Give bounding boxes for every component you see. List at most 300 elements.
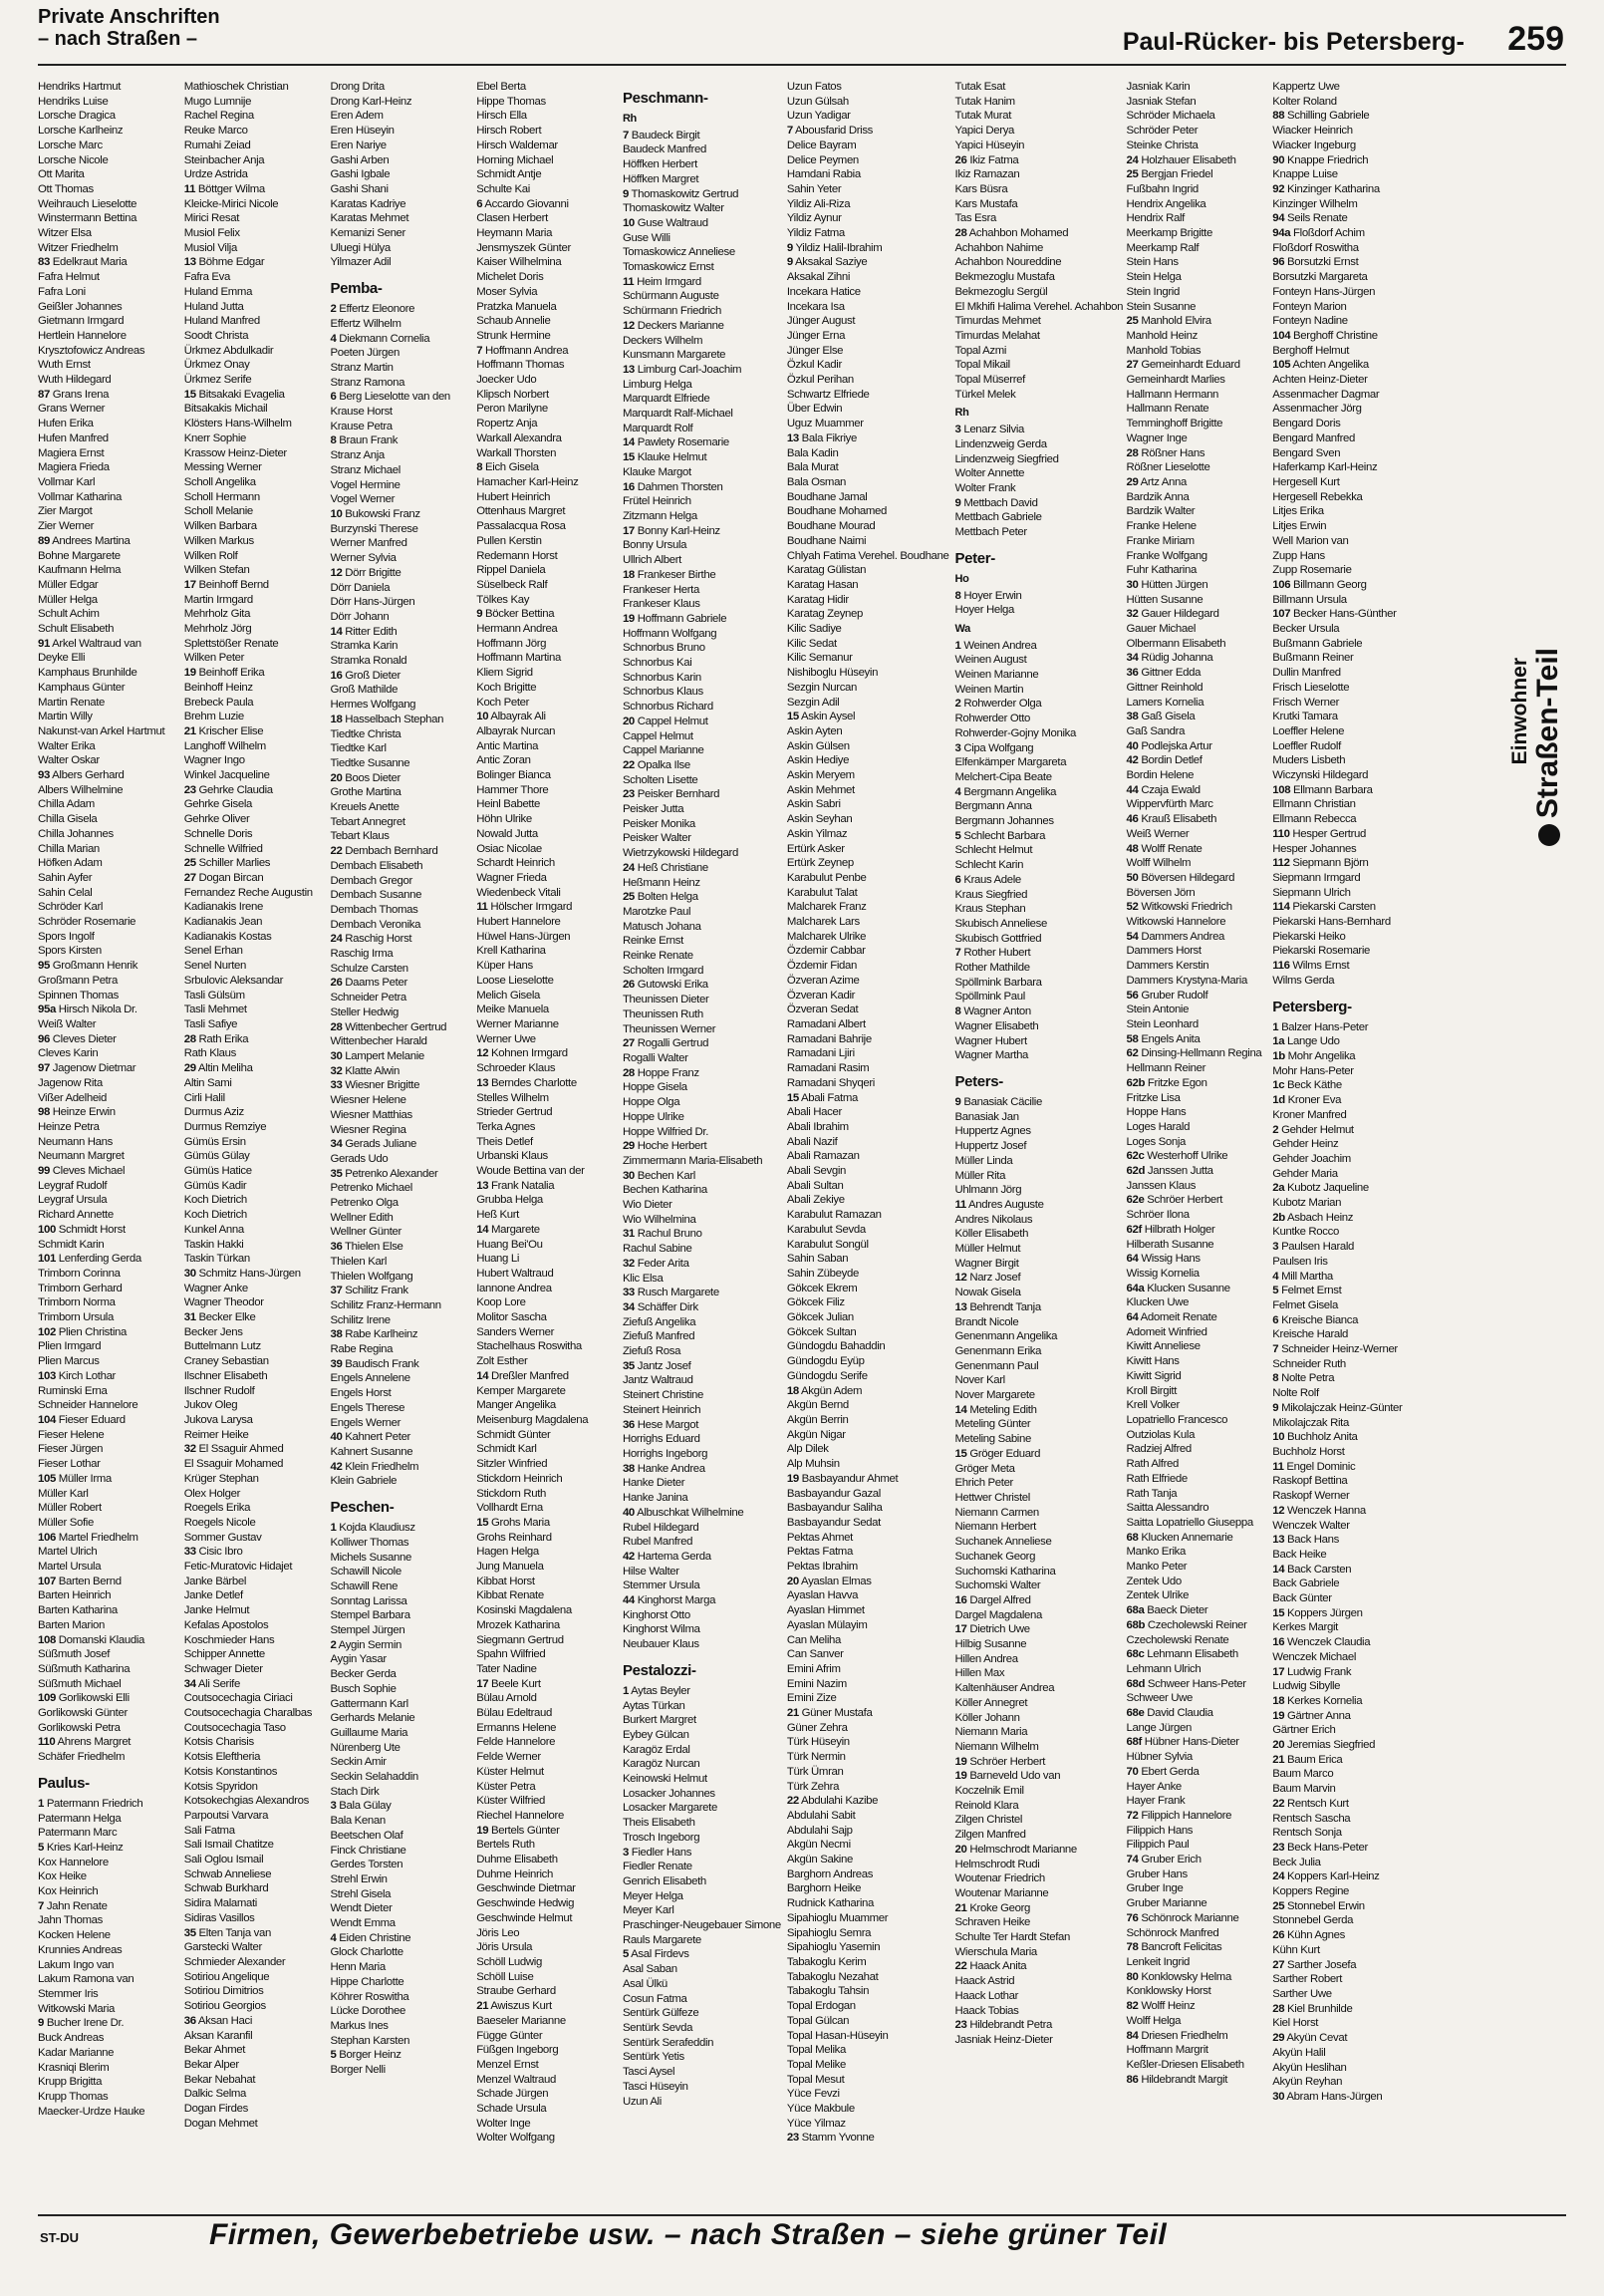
- resident-entry: Piekarski Hans-Bernhard: [1272, 916, 1391, 929]
- resident-entry: Höffken Herbert: [622, 158, 697, 171]
- resident-entry: 4 Mill Martha: [1272, 1270, 1333, 1283]
- resident-entry: Özveran Azime: [786, 974, 860, 987]
- resident-entry: 7 Schneider Heinz-Werner: [1272, 1343, 1398, 1356]
- resident-entry: 6 Accardo Giovanni: [476, 197, 569, 210]
- resident-entry: Musiol Felix: [183, 227, 240, 240]
- resident-entry: Schürmann Friedrich: [622, 305, 722, 318]
- resident-entry: Wolter Inge: [476, 2117, 531, 2130]
- resident-entry: 10 Albayrak Ali: [476, 711, 546, 723]
- resident-entry: Tölkes Kay: [476, 593, 530, 606]
- resident-entry: Stemmer Iris: [38, 1988, 99, 2000]
- house-number: 13: [183, 256, 196, 269]
- resident-entry: Zupp Rosemarie: [1272, 564, 1352, 577]
- street-heading: Peschmann-: [622, 90, 708, 107]
- resident-entry: 12 Kohnen Irmgard: [476, 1047, 568, 1060]
- resident-entry: Ott Thomas: [38, 182, 94, 195]
- resident-entry: Wiesner Regina: [330, 1123, 406, 1136]
- section-title-line1: Private Anschriften: [38, 6, 220, 28]
- resident-entry: Maecker-Urdze Hauke: [38, 2105, 145, 2118]
- resident-entry: 98 Heinze Erwin: [38, 1106, 116, 1119]
- resident-entry: Lamers Kornelia: [1126, 696, 1204, 709]
- house-number: 112: [1272, 857, 1290, 870]
- resident-entry: Asal Ülkü: [622, 1977, 668, 1990]
- resident-entry: 7 Hoffmann Andrea: [476, 344, 569, 357]
- resident-entry: 68d Schweer Hans-Peter: [1126, 1677, 1246, 1690]
- house-number: 36: [1126, 667, 1139, 680]
- house-number: 17: [622, 524, 635, 537]
- resident-entry: Cosun Fatma: [622, 1992, 687, 2005]
- house-number: 14: [476, 1369, 489, 1382]
- resident-entry: Scholl Melanie: [183, 505, 253, 518]
- resident-entry: Tasci Aysel: [622, 2066, 675, 2079]
- house-number: 12: [330, 566, 343, 579]
- resident-entry: Kemanizi Sener: [330, 227, 405, 240]
- resident-entry: Gruber Hans: [1126, 1867, 1188, 1880]
- resident-entry: Mikolajczak Rita: [1272, 1416, 1349, 1429]
- house-number: 11: [954, 1198, 966, 1211]
- resident-entry: Stein Ingrid: [1126, 285, 1180, 298]
- resident-entry: 11 Böttger Wilma: [183, 182, 265, 195]
- resident-entry: Müller Edgar: [38, 578, 99, 591]
- house-number: 3: [622, 1846, 629, 1859]
- resident-entry: Türk Nermin: [786, 1751, 846, 1764]
- resident-entry: 30 Abram Hans-Jürgen: [1272, 2090, 1383, 2103]
- resident-entry: Terka Agnes: [476, 1120, 536, 1133]
- house-number: 82: [1126, 2000, 1139, 2013]
- house-number: 13: [1272, 1534, 1285, 1547]
- resident-entry: Dembach Elisabeth: [330, 859, 423, 872]
- resident-entry: Schröder Peter: [1126, 125, 1199, 138]
- house-number: 2a: [1272, 1182, 1285, 1195]
- resident-entry: Koczelnik Emil: [954, 1785, 1024, 1798]
- resident-entry: Hergesell Rebekka: [1272, 490, 1363, 503]
- resident-entry: Gashi Igbale: [330, 168, 391, 181]
- section-tab-big-label: Straßen-Teil: [1531, 648, 1564, 819]
- resident-entry: Buttelmann Lutz: [183, 1340, 261, 1353]
- resident-entry: Yildiz Ali-Riza: [786, 197, 851, 210]
- house-number: 3: [954, 741, 961, 754]
- resident-entry: 94a Floßdorf Achim: [1272, 227, 1365, 240]
- resident-entry: 25 Manhold Elvira: [1126, 315, 1211, 328]
- resident-entry: 95 Großmann Henrik: [38, 960, 138, 973]
- resident-entry: Bala Murat: [786, 461, 839, 474]
- resident-entry: 13 Back Hans: [1272, 1534, 1339, 1547]
- resident-entry: Hoppe Ulrike: [622, 1110, 684, 1123]
- resident-entry: Woutenar Friedrich: [954, 1872, 1045, 1885]
- house-number: 6: [1272, 1313, 1279, 1326]
- resident-entry: Vollmar Karl: [38, 475, 96, 488]
- resident-entry: Bußmann Gabriele: [1272, 637, 1363, 650]
- resident-entry: 109 Gorlikowski Elli: [38, 1692, 130, 1705]
- resident-entry: Fernandez Reche Augustin: [183, 886, 313, 899]
- resident-entry: Bertels Ruth: [476, 1839, 535, 1852]
- resident-entry: Bala Kadin: [786, 446, 839, 459]
- resident-entry: Kiwitt Sigrid: [1126, 1369, 1182, 1382]
- resident-entry: Schulze Carsten: [330, 962, 408, 975]
- resident-entry: 108 Ellmann Barbara: [1272, 783, 1373, 796]
- resident-entry: Kibbat Horst: [476, 1575, 535, 1587]
- resident-entry: Schawill Nicole: [330, 1566, 401, 1578]
- resident-entry: Schilitz Franz-Hermann: [330, 1298, 441, 1311]
- resident-entry: Menzel Ernst: [476, 2058, 539, 2071]
- resident-entry: 62c Westerhoff Ulrike: [1126, 1150, 1228, 1163]
- resident-entry: Hagen Helga: [476, 1546, 539, 1559]
- resident-entry: Abali Nazif: [786, 1135, 838, 1148]
- resident-entry: Ramadani Ljiri: [786, 1047, 855, 1060]
- house-number: 9: [38, 2017, 44, 2030]
- resident-entry: 21 Awiszus Kurt: [476, 2000, 552, 2013]
- resident-entry: Walter Oskar: [38, 754, 100, 767]
- resident-entry: Neumann Hans: [38, 1135, 113, 1148]
- resident-entry: Senel Nurten: [183, 960, 247, 973]
- resident-entry: 29 Artz Anna: [1126, 475, 1187, 488]
- resident-entry: Alp Dilek: [786, 1443, 829, 1456]
- resident-entry: 4 Diekmann Cornelia: [330, 332, 430, 345]
- resident-entry: Coutsocechagia Ciriaci: [183, 1692, 293, 1705]
- resident-entry: Wierschula Maria: [954, 1945, 1037, 1958]
- resident-entry: 14 Meteling Edith: [954, 1403, 1037, 1416]
- resident-entry: Buck Andreas: [38, 2032, 105, 2045]
- resident-entry: Riechel Hannelore: [476, 1809, 564, 1822]
- resident-entry: Weiß Werner: [1126, 827, 1190, 840]
- resident-entry: 68c Lehmann Elisabeth: [1126, 1648, 1238, 1661]
- resident-entry: Hilse Walter: [622, 1565, 679, 1578]
- resident-entry: Theis Elisabeth: [622, 1817, 695, 1830]
- resident-entry: Köller Johann: [954, 1711, 1020, 1724]
- house-number: 19: [476, 1824, 489, 1837]
- resident-entry: 97 Jagenow Dietmar: [38, 1062, 136, 1075]
- street-heading: Peschen-: [330, 1499, 395, 1517]
- resident-entry: Hallmann Renate: [1126, 403, 1209, 416]
- house-number: 27: [1272, 1958, 1285, 1971]
- resident-entry: 22 Haack Anita: [954, 1960, 1027, 1973]
- resident-entry: Gruber Marianne: [1126, 1897, 1207, 1910]
- resident-entry: Kreuels Anette: [330, 801, 400, 814]
- resident-entry: Stelles Wilhelm: [476, 1091, 549, 1104]
- resident-entry: Baum Marvin: [1272, 1783, 1336, 1796]
- resident-entry: Iannone Andrea: [476, 1282, 552, 1294]
- house-number: 6: [330, 391, 337, 404]
- resident-entry: 2 Rohwerder Olga: [954, 698, 1042, 711]
- resident-entry: Özkul Perihan: [786, 374, 854, 387]
- resident-entry: Askin Yilmaz: [786, 827, 848, 840]
- resident-entry: 35 Petrenko Alexander: [330, 1167, 438, 1180]
- resident-entry: Wittenbecher Harald: [330, 1035, 427, 1048]
- house-number: 62c: [1126, 1150, 1145, 1163]
- resident-entry: 105 Müller Irma: [38, 1472, 112, 1485]
- resident-entry: Urbanski Klaus: [476, 1150, 548, 1163]
- resident-entry: Hermann Andrea: [476, 623, 558, 636]
- resident-entry: 19 Gärtner Anna: [1272, 1709, 1351, 1722]
- resident-entry: Weinen August: [954, 654, 1027, 667]
- house-number: 18: [330, 713, 343, 725]
- resident-entry: Brebeck Paula: [183, 696, 254, 709]
- resident-entry: 19 Hoffmann Gabriele: [622, 612, 727, 625]
- resident-entry: Grubba Helga: [476, 1194, 543, 1207]
- resident-entry: Stranz Michael: [330, 463, 401, 476]
- resident-entry: Vogel Hermine: [330, 478, 401, 491]
- resident-entry: 12 Narz Josef: [954, 1272, 1021, 1285]
- resident-entry: 62f Hilbrath Holger: [1126, 1223, 1215, 1236]
- resident-entry: Jukov Oleg: [183, 1399, 238, 1412]
- resident-entry: Gruber Inge: [1126, 1882, 1184, 1895]
- resident-entry: Süselbeck Ralf: [476, 578, 548, 591]
- resident-entry: Siepmann Ulrich: [1272, 886, 1351, 899]
- house-number: 15: [622, 451, 635, 464]
- resident-entry: 3 Lenarz Silvia: [954, 424, 1024, 436]
- resident-entry: 2b Asbach Heinz: [1272, 1211, 1354, 1224]
- resident-entry: Raskopf Werner: [1272, 1490, 1350, 1503]
- house-number: 1: [1272, 1020, 1279, 1033]
- page-header: [38, 6, 1564, 64]
- resident-entry: Trosch Ingeborg: [622, 1831, 700, 1844]
- house-number: 92: [1272, 182, 1285, 195]
- resident-entry: Malcharek Franz: [786, 901, 867, 914]
- resident-entry: Weiß Walter: [38, 1018, 97, 1030]
- resident-entry: Siegmann Gertrud: [476, 1633, 564, 1646]
- house-number: 21: [954, 1901, 967, 1914]
- resident-entry: 5 Schlecht Barbara: [954, 829, 1046, 842]
- resident-entry: Hufen Manfred: [38, 431, 109, 444]
- resident-entry: Wiczynski Hildegard: [1272, 769, 1369, 782]
- resident-entry: Lorsche Marc: [38, 139, 103, 151]
- resident-entry: Melich Gisela: [476, 989, 541, 1002]
- house-number: 25: [622, 891, 635, 904]
- resident-entry: Martel Ursula: [38, 1561, 102, 1574]
- resident-entry: Süßmuth Katharina: [38, 1662, 131, 1675]
- resident-entry: Wagner Inge: [1126, 431, 1188, 444]
- resident-entry: Yüce Fevzi: [786, 2088, 840, 2101]
- house-number: 68d: [1126, 1677, 1146, 1690]
- resident-entry: Kox Heike: [38, 1870, 87, 1883]
- resident-entry: Hendrix Angelika: [1126, 197, 1206, 210]
- resident-entry: Huland Manfred: [183, 315, 260, 328]
- resident-entry: Nolte Rolf: [1272, 1387, 1319, 1400]
- house-number: 12: [954, 1272, 967, 1285]
- resident-entry: Gröger Meta: [954, 1462, 1015, 1475]
- resident-entry: Chilla Marian: [38, 842, 100, 855]
- resident-entry: Sipahioglu Semra: [786, 1926, 872, 1939]
- house-number: 1: [954, 639, 961, 652]
- resident-entry: Wagner Birgit: [954, 1257, 1019, 1270]
- resident-entry: Schardt Heinrich: [476, 857, 555, 870]
- resident-entry: Albayrak Nurcan: [476, 724, 556, 737]
- resident-entry: 17 Dietrich Uwe: [954, 1623, 1030, 1636]
- resident-entry: Achahbon Noureddine: [954, 256, 1062, 269]
- resident-entry: Olex Holger: [183, 1487, 241, 1500]
- house-number: 18: [1272, 1694, 1285, 1707]
- resident-entry: Ertürk Zeynep: [786, 857, 854, 870]
- resident-entry: Langhoff Wilhelm: [183, 739, 266, 752]
- resident-entry: 24 Heß Christiane: [622, 861, 708, 874]
- resident-entry: Rudnick Katharina: [786, 1897, 874, 1910]
- resident-entry: 28 Kiel Brunhilde: [1272, 2002, 1353, 2015]
- resident-entry: 68a Baeck Dieter: [1126, 1604, 1208, 1617]
- resident-entry: Krause Petra: [330, 420, 393, 432]
- resident-entry: Delice Bayram: [786, 139, 857, 151]
- resident-entry: Tomaskowicz Anneliese: [622, 246, 735, 259]
- resident-entry: Karabulut Penbe: [786, 871, 867, 884]
- resident-entry: Roegels Erika: [183, 1502, 251, 1515]
- resident-entry: Peisker Walter: [622, 832, 691, 845]
- resident-entry: 7 Rother Hubert: [954, 947, 1031, 960]
- resident-entry: Manko Erika: [1126, 1546, 1186, 1559]
- resident-entry: Rentsch Sascha: [1272, 1812, 1351, 1825]
- resident-entry: Achahbon Nahime: [954, 241, 1043, 254]
- resident-entry: Well Marion van: [1272, 534, 1349, 547]
- resident-entry: Fieser Jürgen: [38, 1443, 104, 1456]
- resident-entry: 96 Cleves Dieter: [38, 1032, 117, 1045]
- resident-entry: Meteling Sabine: [954, 1433, 1031, 1446]
- resident-entry: Reuke Marco: [183, 125, 248, 138]
- resident-entry: Suchanek Georg: [954, 1550, 1036, 1563]
- resident-entry: Gerads Udo: [330, 1152, 389, 1165]
- resident-entry: Chlyah Fatima Verehel. Boudhane: [786, 549, 949, 562]
- resident-entry: Topal Erdogan: [786, 2000, 856, 2013]
- house-number: 16: [622, 480, 635, 493]
- resident-entry: Kreische Harald: [1272, 1328, 1349, 1341]
- resident-entry: Gümüs Gülay: [183, 1150, 250, 1163]
- resident-entry: 50 Böversen Hildegard: [1126, 871, 1235, 884]
- resident-entry: Woude Bettina van der: [476, 1165, 585, 1178]
- resident-entry: Gehder Joachim: [1272, 1152, 1351, 1165]
- house-number: 24: [622, 861, 635, 874]
- resident-entry: Müller Karl: [38, 1487, 89, 1500]
- resident-entry: Wagner Ingo: [183, 754, 245, 767]
- resident-entry: 13 Behrendt Tanja: [954, 1300, 1041, 1313]
- house-number: 11: [183, 182, 196, 195]
- resident-entry: Niemann Herbert: [954, 1521, 1036, 1534]
- resident-entry: Ürkmez Serife: [183, 374, 252, 387]
- resident-entry: Yüce Makbule: [786, 2103, 855, 2116]
- resident-entry: Marquardt Elfriede: [622, 393, 710, 406]
- house-number: 11: [476, 901, 488, 914]
- resident-entry: Knerr Sophie: [183, 431, 247, 444]
- resident-entry: Bekmezoglu Mustafa: [954, 271, 1055, 284]
- house-number: 26: [1272, 1929, 1285, 1942]
- resident-entry: Abali Sultan: [786, 1179, 844, 1192]
- resident-entry: 3 Fiedler Hans: [622, 1846, 692, 1859]
- resident-entry: Horrighs Ingeborg: [622, 1447, 708, 1460]
- house-number: 91: [38, 637, 50, 650]
- house-number: 24: [1126, 153, 1139, 166]
- house-number: 13: [476, 1179, 489, 1192]
- house-number: 101: [38, 1253, 56, 1266]
- resident-entry: Schulte Kai: [476, 182, 530, 195]
- resident-entry: Meisenburg Magdalena: [476, 1413, 589, 1426]
- house-number: 103: [38, 1369, 56, 1382]
- resident-entry: 84 Driesen Friedhelm: [1126, 2029, 1228, 2042]
- house-number: 5: [330, 2049, 337, 2062]
- resident-entry: 93 Albers Gerhard: [38, 769, 125, 782]
- resident-entry: Függe Günter: [476, 2029, 543, 2042]
- resident-entry: Sahin Ayfer: [38, 871, 93, 884]
- resident-entry: 17 Beinhoff Bernd: [183, 578, 269, 591]
- house-number: 7: [1272, 1343, 1279, 1356]
- resident-entry: Weinen Martin: [954, 683, 1024, 696]
- house-number: 6: [954, 873, 961, 886]
- resident-entry: Fieser Lothar: [38, 1458, 101, 1471]
- resident-entry: Senel Erhan: [183, 945, 243, 958]
- house-number: 21: [183, 724, 196, 737]
- resident-entry: Felde Hannelore: [476, 1736, 556, 1749]
- resident-entry: 21 Krischer Elise: [183, 724, 264, 737]
- house-number: 33: [330, 1079, 343, 1092]
- resident-entry: Wolff Wilhelm: [1126, 857, 1192, 870]
- resident-entry: Stempel Barbara: [330, 1609, 410, 1622]
- house-number: 23: [1272, 1841, 1285, 1854]
- resident-entry: Winstermann Bettina: [38, 212, 137, 225]
- resident-entry: Klösters Hans-Wilhelm: [183, 418, 292, 430]
- resident-entry: Richard Annette: [38, 1209, 114, 1222]
- resident-entry: Kroll Birgitt: [1126, 1384, 1178, 1397]
- resident-entry: Gorlikowski Petra: [38, 1721, 121, 1734]
- resident-entry: Rippel Daniela: [476, 564, 546, 577]
- resident-entry: Wagner Theodor: [183, 1296, 264, 1309]
- resident-entry: Schwab Burkhard: [183, 1882, 269, 1895]
- resident-entry: Koch Peter: [476, 696, 530, 709]
- house-number: 25: [1126, 315, 1139, 328]
- resident-entry: Witzer Friedhelm: [38, 241, 119, 254]
- resident-entry: Jantz Waltraud: [622, 1374, 693, 1387]
- house-number: 64a: [1126, 1282, 1145, 1294]
- resident-entry: Taskin Türkan: [183, 1253, 250, 1266]
- resident-entry: 104 Fieser Eduard: [38, 1413, 126, 1426]
- resident-entry: Hendrix Ralf: [1126, 212, 1185, 225]
- house-number: 3: [954, 424, 961, 436]
- resident-entry: Kibbat Renate: [476, 1589, 544, 1602]
- resident-entry: Tomaskowicz Ernst: [622, 261, 714, 274]
- resident-entry: Ermanns Helene: [476, 1721, 557, 1734]
- house-number: 15: [1272, 1606, 1285, 1619]
- resident-entry: Boudhane Mohamed: [786, 505, 888, 518]
- resident-entry: Mehrholz Jörg: [183, 623, 252, 636]
- resident-entry: Tutak Murat: [954, 110, 1012, 123]
- resident-entry: Bekar Ahmet: [183, 2044, 246, 2057]
- resident-entry: Thielen Wolfgang: [330, 1270, 413, 1283]
- resident-entry: Barghorn Andreas: [786, 1867, 874, 1880]
- house-number: 74: [1126, 1854, 1139, 1866]
- resident-entry: Stempel Jürgen: [330, 1624, 405, 1637]
- house-number: 90: [1272, 153, 1285, 166]
- resident-entry: 1a Lange Udo: [1272, 1035, 1340, 1048]
- resident-entry: Güner Zehra: [786, 1721, 848, 1734]
- resident-entry: 5 Borger Heinz: [330, 2049, 401, 2062]
- house-number: 9: [786, 241, 793, 254]
- resident-entry: Karabulut Sevda: [786, 1223, 866, 1236]
- section-tab: [1506, 648, 1566, 1206]
- house-number: 1: [330, 1522, 337, 1535]
- resident-entry: Karabulut Ramazan: [786, 1209, 882, 1222]
- resident-entry: Peisker Jutta: [622, 803, 684, 816]
- resident-entry: Jünger Erna: [786, 329, 846, 342]
- resident-entry: Neumann Margret: [38, 1150, 125, 1163]
- resident-entry: 72 Filippich Hannelore: [1126, 1809, 1232, 1822]
- resident-entry: Ullrich Albert: [622, 554, 681, 567]
- house-number: 4: [330, 332, 337, 345]
- resident-entry: Abali Ramazan: [786, 1150, 860, 1163]
- house-number: 21: [1272, 1753, 1285, 1766]
- resident-entry: Gündogdu Serife: [786, 1369, 868, 1382]
- house-number: 9: [1272, 1401, 1279, 1414]
- resident-entry: Beetschen Olaf: [330, 1829, 403, 1842]
- resident-entry: Koop Lore: [476, 1296, 526, 1309]
- house-number: 28: [1272, 2002, 1285, 2015]
- house-number: 39: [330, 1357, 343, 1370]
- resident-entry: Meteling Günter: [954, 1418, 1031, 1431]
- resident-entry: Ikiz Ramazan: [954, 168, 1020, 181]
- resident-entry: 12 Dörr Brigitte: [330, 566, 401, 579]
